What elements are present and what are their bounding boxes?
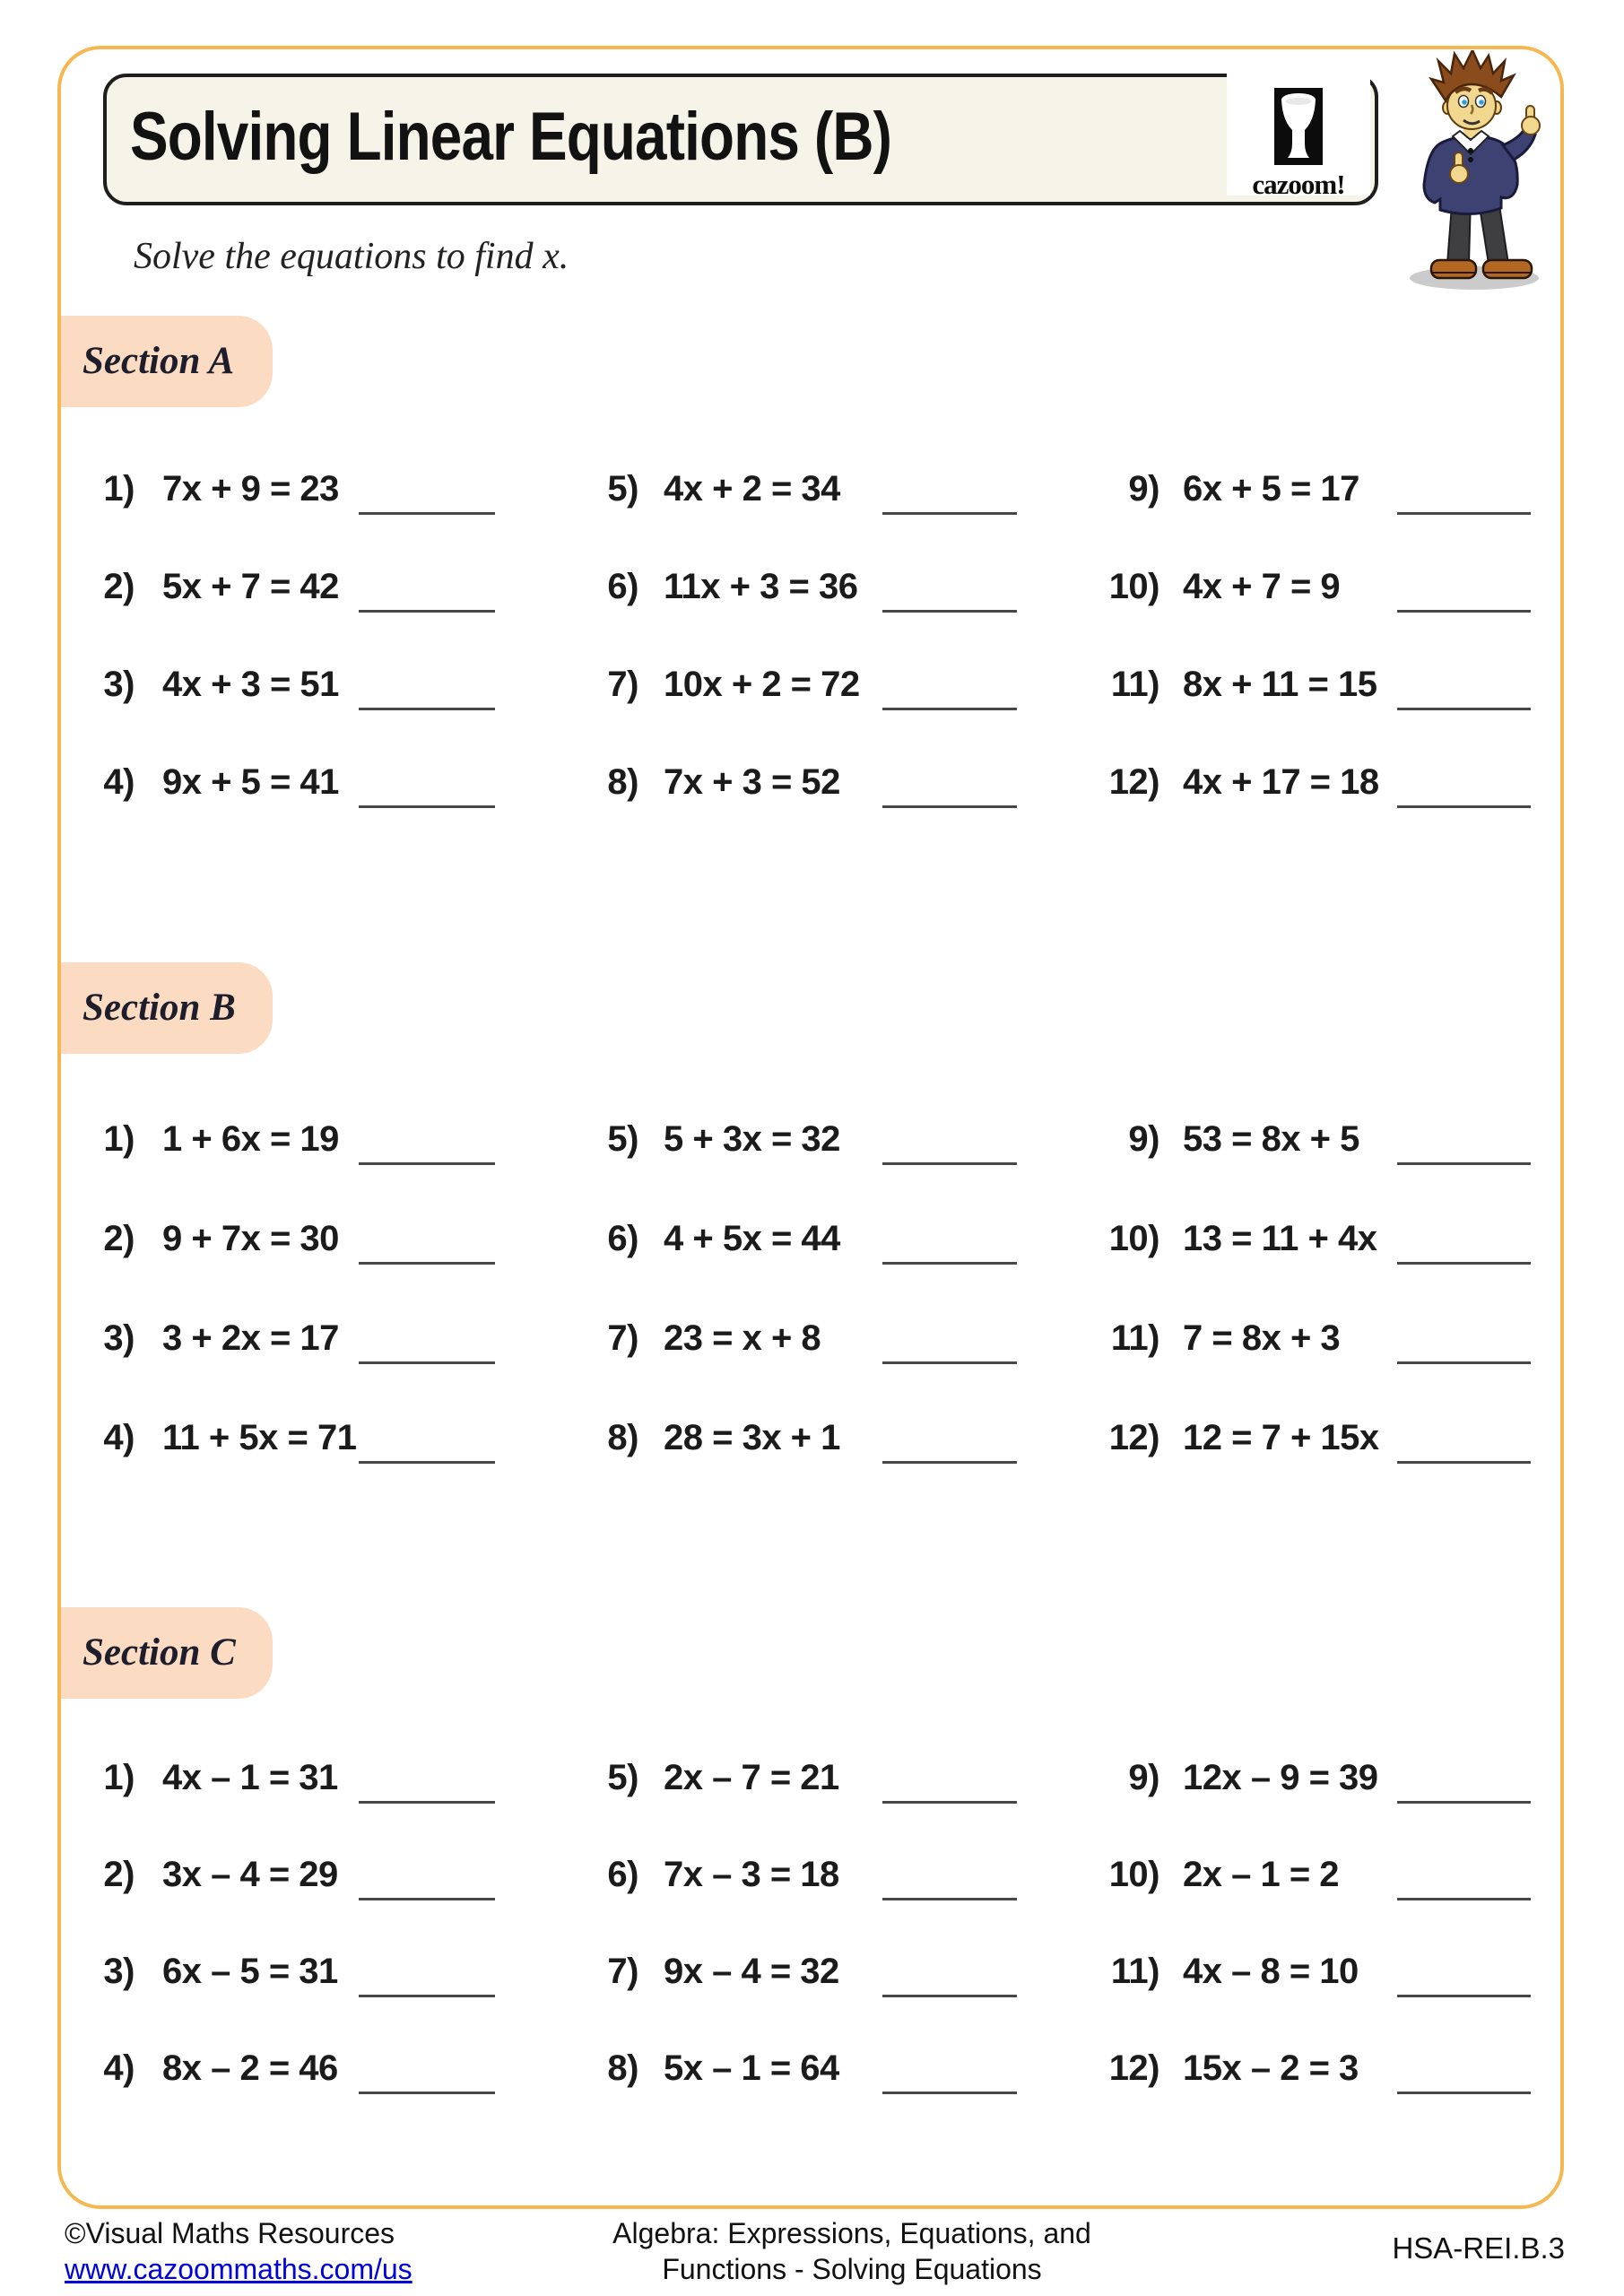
section-label: Section C <box>83 1631 236 1674</box>
answer-blank <box>359 2092 495 2094</box>
section-label: Section B <box>83 987 236 1029</box>
answer-blank <box>882 512 1017 515</box>
problem-number: 6) <box>607 1855 638 1894</box>
website-link[interactable]: www.cazoommaths.com/us <box>65 2253 413 2285</box>
problem-number: 3) <box>103 1952 135 1991</box>
problem-equation: 2x – 7 = 21 <box>664 1758 839 1797</box>
problem-number: 7) <box>607 665 638 704</box>
problem-number: 8) <box>607 2048 638 2088</box>
answer-blank <box>1397 1361 1531 1364</box>
problem-number: 2) <box>103 567 135 606</box>
problem-number: 6) <box>607 1219 638 1258</box>
answer-blank <box>359 1801 495 1804</box>
problem-equation: 11 + 5x = 71 <box>162 1418 357 1457</box>
problem-equation: 13 = 11 + 4x <box>1183 1219 1377 1258</box>
subject-line-2: Functions - Solving Equations <box>662 2253 1042 2285</box>
problem-number: 5) <box>607 469 638 509</box>
problem-number: 8) <box>607 1418 638 1457</box>
answer-blank <box>882 805 1017 808</box>
answer-blank <box>359 1162 495 1165</box>
problem-number: 11) <box>1110 665 1159 704</box>
answer-blank <box>1397 1162 1531 1165</box>
problem-equation: 9x – 4 = 32 <box>664 1952 839 1991</box>
problem-equation: 1 + 6x = 19 <box>162 1119 339 1159</box>
problem-equation: 5x – 1 = 64 <box>664 2048 839 2088</box>
problem-equation: 2x – 1 = 2 <box>1183 1855 1340 1894</box>
problem-number: 3) <box>103 1318 135 1358</box>
standard-code: HSA-REI.B.3 <box>1392 2231 1565 2265</box>
problem-equation: 4x + 2 = 34 <box>664 469 840 509</box>
problem-equation: 3x – 4 = 29 <box>162 1855 338 1894</box>
problem-equation: 6x + 5 = 17 <box>1183 469 1359 509</box>
problem-equation: 11x + 3 = 36 <box>664 567 858 606</box>
problem-equation: 4x + 3 = 51 <box>162 665 339 704</box>
problem-equation: 9 + 7x = 30 <box>162 1219 339 1258</box>
problem-equation: 12 = 7 + 15x <box>1183 1418 1379 1457</box>
problem-equation: 5 + 3x = 32 <box>664 1119 840 1159</box>
answer-blank <box>1397 708 1531 710</box>
problem-equation: 4x + 7 = 9 <box>1183 567 1341 606</box>
drum-icon <box>1274 88 1323 165</box>
answer-blank <box>1397 1898 1531 1900</box>
answer-blank <box>882 610 1017 613</box>
answer-blank <box>882 1262 1017 1265</box>
answer-blank <box>882 1162 1017 1165</box>
problem-number: 9) <box>1128 469 1159 509</box>
answer-blank <box>882 1361 1017 1364</box>
answer-blank <box>882 1801 1017 1804</box>
problem-equation: 23 = x + 8 <box>664 1318 821 1358</box>
answer-blank <box>359 1461 495 1464</box>
problem-number: 2) <box>103 1219 135 1258</box>
problem-equation: 12x – 9 = 39 <box>1183 1758 1378 1797</box>
problem-number: 5) <box>607 1119 638 1159</box>
problem-equation: 6x – 5 = 31 <box>162 1952 338 1991</box>
problem-number: 4) <box>103 2048 135 2088</box>
section-tab <box>57 962 273 1054</box>
answer-blank <box>359 1361 495 1364</box>
answer-blank <box>1397 805 1531 808</box>
answer-blank <box>1397 610 1531 613</box>
answer-blank <box>359 1262 495 1265</box>
problem-number: 11) <box>1110 1952 1159 1991</box>
answer-blank <box>359 512 495 515</box>
problem-number: 1) <box>103 1758 135 1797</box>
problem-equation: 53 = 8x + 5 <box>1183 1119 1359 1159</box>
problem-number: 5) <box>607 1758 638 1797</box>
answer-blank <box>1397 1461 1531 1464</box>
problem-number: 3) <box>103 665 135 704</box>
problem-number: 1) <box>103 1119 135 1159</box>
problem-equation: 9x + 5 = 41 <box>162 762 339 802</box>
problem-equation: 5x + 7 = 42 <box>162 567 339 606</box>
problem-number: 1) <box>103 469 135 509</box>
problem-equation: 7 = 8x + 3 <box>1183 1318 1341 1358</box>
problem-number: 12) <box>1108 1418 1159 1457</box>
footer-subject-block <box>498 2215 1206 2287</box>
answer-blank <box>1397 1801 1531 1804</box>
problem-equation: 7x + 3 = 52 <box>664 762 840 802</box>
instruction-text: Solve the equations to find x. <box>134 236 569 277</box>
section-label: Section A <box>83 340 235 382</box>
problem-number: 6) <box>607 567 638 606</box>
mascot-boy-character <box>1388 50 1553 298</box>
answer-blank <box>1397 1995 1531 1997</box>
answer-blank <box>359 610 495 613</box>
answer-blank <box>1397 2092 1531 2094</box>
problem-number: 4) <box>103 762 135 802</box>
cazoom-logo-text: cazoom! <box>1252 169 1345 200</box>
answer-blank <box>882 1898 1017 1900</box>
problem-equation: 7x + 9 = 23 <box>162 469 339 509</box>
copyright-text: ©Visual Maths Resources <box>65 2217 395 2249</box>
problem-number: 7) <box>607 1318 638 1358</box>
problem-equation: 4x – 8 = 10 <box>1183 1952 1359 1991</box>
problem-number: 10) <box>1108 1855 1159 1894</box>
problem-number: 2) <box>103 1855 135 1894</box>
problem-number: 10) <box>1108 1219 1159 1258</box>
problem-number: 7) <box>607 1952 638 1991</box>
problem-number: 10) <box>1108 567 1159 606</box>
answer-blank <box>882 708 1017 710</box>
problem-number: 12) <box>1108 762 1159 802</box>
section-tab <box>57 316 273 407</box>
problem-equation: 15x – 2 = 3 <box>1183 2048 1359 2088</box>
problem-equation: 8x + 11 = 15 <box>1183 665 1377 704</box>
problem-equation: 4x + 17 = 18 <box>1183 762 1379 802</box>
problem-equation: 28 = 3x + 1 <box>664 1418 840 1457</box>
subject-line-1: Algebra: Expressions, Equations, and <box>612 2217 1091 2249</box>
problem-number: 8) <box>607 762 638 802</box>
answer-blank <box>1397 1262 1531 1265</box>
page-title: Solving Linear Equations (B) <box>130 99 892 175</box>
section-tab <box>57 1607 273 1699</box>
problem-number: 12) <box>1108 2048 1159 2088</box>
answer-blank <box>882 1461 1017 1464</box>
problem-number: 9) <box>1128 1758 1159 1797</box>
answer-blank <box>359 1995 495 1997</box>
answer-blank <box>1397 512 1531 515</box>
problem-equation: 7x – 3 = 18 <box>664 1855 839 1894</box>
problem-number: 11) <box>1110 1318 1159 1358</box>
problem-equation: 4 + 5x = 44 <box>664 1219 840 1258</box>
answer-blank <box>359 708 495 710</box>
problem-equation: 4x – 1 = 31 <box>162 1758 338 1797</box>
problem-equation: 8x – 2 = 46 <box>162 2048 338 2088</box>
problem-number: 9) <box>1128 1119 1159 1159</box>
answer-blank <box>882 1995 1017 1997</box>
answer-blank <box>359 1898 495 1900</box>
footer-copyright-block <box>65 2215 413 2287</box>
cazoom-logo <box>1227 54 1370 200</box>
answer-blank <box>882 2092 1017 2094</box>
problem-number: 4) <box>103 1418 135 1457</box>
answer-blank <box>359 805 495 808</box>
problem-equation: 3 + 2x = 17 <box>162 1318 339 1358</box>
problem-equation: 10x + 2 = 72 <box>664 665 860 704</box>
